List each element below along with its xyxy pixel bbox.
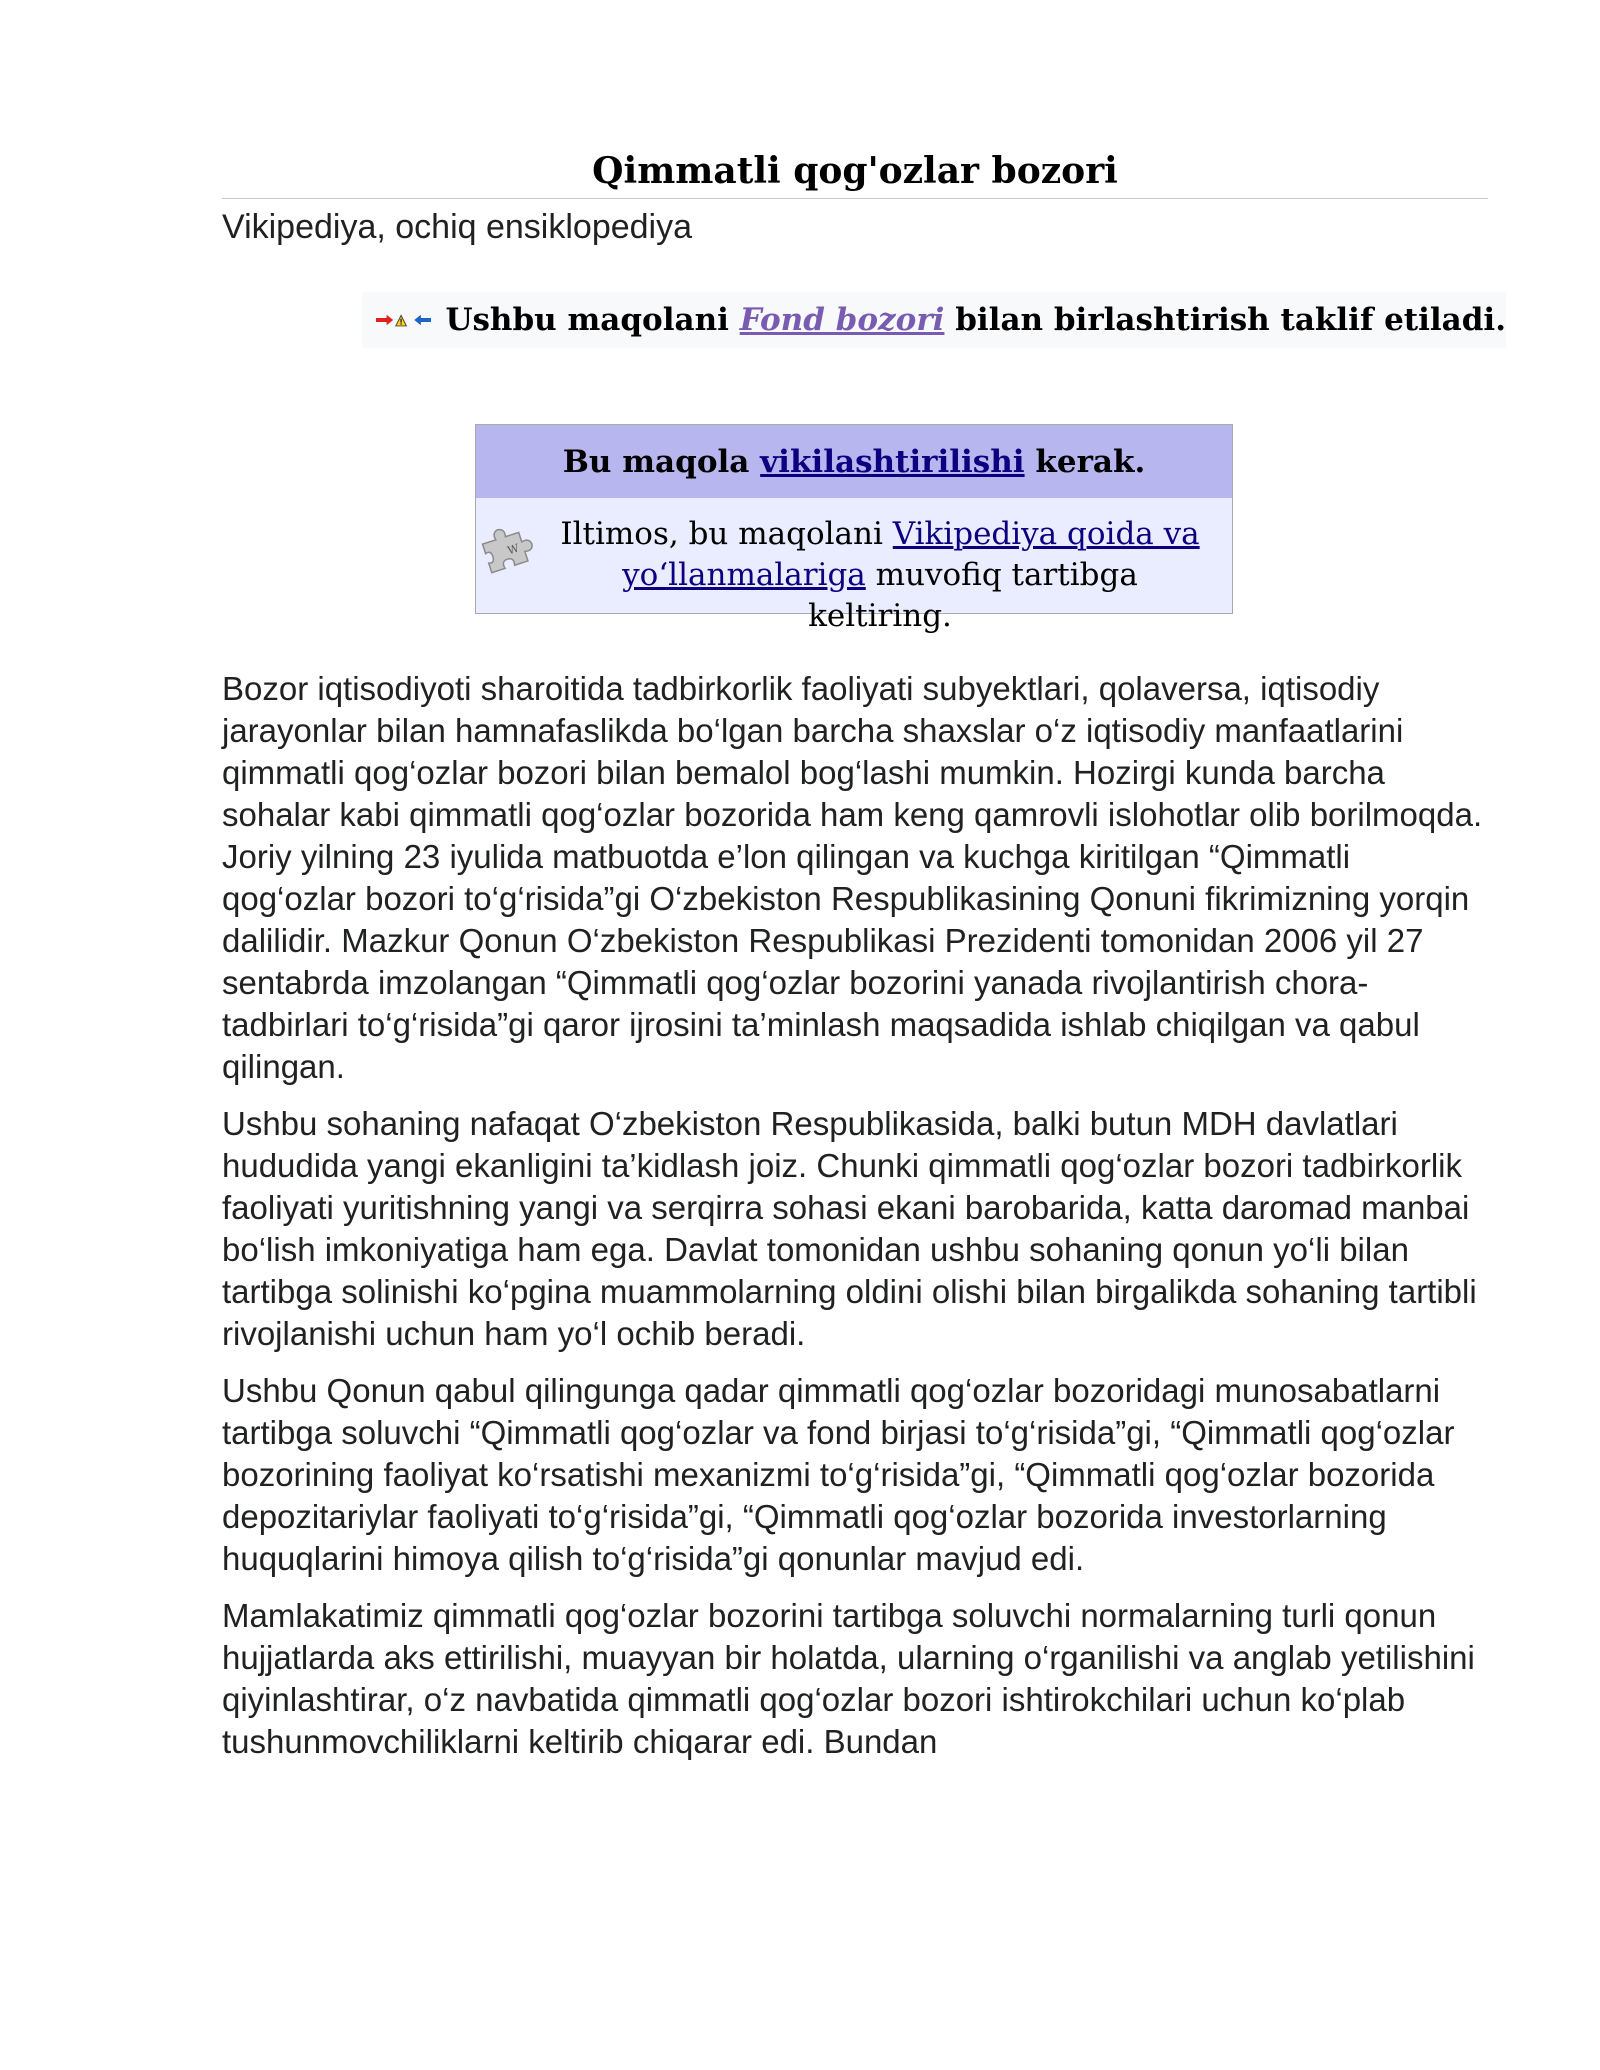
merge-arrows-icon — [376, 305, 431, 335]
wikify-header-before: Bu maqola — [562, 443, 761, 480]
wikify-body — [476, 498, 1232, 634]
merge-text-after: bilan birlashtirish taklif etiladi. — [944, 302, 1506, 338]
svg-text:W: W — [505, 541, 521, 558]
vikipediya-qoida-link[interactable]: Vikipediya qoida va yo‘llanmalariga — [622, 516, 1200, 593]
article-page — [222, 148, 1506, 1760]
wikify-header — [476, 425, 1232, 498]
page-title: Qimmatli qog'ozlar bozori — [222, 148, 1488, 199]
paragraph: Mamlakatimiz qimmatli qog‘ozlar bozorini tartibga soluvchi normalarning turli qonun hujjatlarda aks ettirilishi, muayyan bir holatda, ularning o‘rganilishi va anglab yetilishini qiyinlashtirar, o‘z navbatida qimmatli qog‘ozlar bozori ishtirokchilari uchun ko‘plab tushunmovchiliklarni keltirib chiqarar edi. Bundan — [222, 1597, 1475, 1760]
fond-bozori-link[interactable]: Fond bozori — [739, 302, 945, 338]
wikify-notice — [475, 424, 1233, 634]
merge-notice — [362, 292, 1506, 348]
wikify-body-after: muvofiq tartibga keltiring. — [808, 557, 1138, 634]
wikify-body-before: Iltimos, bu maqolani — [560, 516, 893, 552]
paragraph: Bozor iqtisodiyoti sharoitida tadbirkorlik faoliyati subyektlari, qolaversa, iqtisodiy jarayonlar bilan hamnafaslikda bo‘lgan barcha shaxslar o‘z iqtisodiy manfaatlarini qimmatli qog‘ozlar bozori bilan bemalol bog‘lashi mumkin. Hozirgi kunda barcha sohalar kabi qimmatli qog‘ozlar bozorida ham keng qamrovli islohotlar olib borilmoqda. Joriy yilning 23 iyulida matbuotda e’lon qilingan va kuchga kiritilgan “Qimmatli qog‘ozlar bozori to‘g‘risida”gi O‘zbekiston Respublikasining Qonuni fikrimizning yorqin dalilidir. Mazkur Qonun O‘zbekiston Respublikasi Prezidenti tomonidan 2006 yil 27 sentabrda imzolangan “Qimmatli qog‘ozlar bozorini yanada rivojlantirish chora-tadbirlari to‘g‘risida”gi qaror ijrosini ta’minlash maqsadida ishlab chiqilgan va qabul qilingan. — [222, 670, 1483, 1085]
article-body — [222, 668, 1488, 1778]
wikify-header-after: kerak. — [1024, 443, 1146, 480]
paragraph: Ushbu Qonun qabul qilingunga qadar qimmatli qog‘ozlar bozoridagi munosabatlarni tartibga soluvchi “Qimmatli qog‘ozlar va fond birjasi to‘g‘risida”gi, “Qimmatli qog‘ozlar bozorining faoliyat ko‘rsatishi mexanizmi to‘g‘risida”gi, “Qimmatli qog‘ozlar bozorida depozitariylar faoliyati to‘g‘risida”gi, “Qimmatli qog‘ozlar bozorida investorlarning huquqlarini himoya qilish to‘g‘risida”gi qonunlar mavjud edi. — [222, 1372, 1455, 1577]
page-subtitle: Vikipediya, ochiq ensiklopediya — [222, 208, 693, 246]
wiki-puzzle-icon — [478, 514, 542, 578]
wikify-body-text — [548, 514, 1212, 637]
merge-text-before: Ushbu maqolani — [445, 302, 740, 338]
vikilashtirilishi-link[interactable]: vikilashtirilishi — [760, 443, 1025, 480]
paragraph: Ushbu sohaning nafaqat O‘zbekiston Respublikasida, balki butun MDH davlatlari hududida yangi ekanligini ta’kidlash joiz. Chunki qimmatli qog‘ozlar bozori tadbirkorlik faoliyati yuritishning yangi va serqirra sohasi ekani barobarida, katta daromad manbai bo‘lish imkoniyatiga ham ega. Davlat tomonidan ushbu sohaning qonun yo‘li bilan tartibga solinishi ko‘pgina muammolarning oldini olishi bilan birgalikda sohaning tartibli rivojlanishi uchun ham yo‘l ochib beradi. — [222, 1105, 1477, 1352]
merge-notice-text — [445, 302, 1506, 338]
